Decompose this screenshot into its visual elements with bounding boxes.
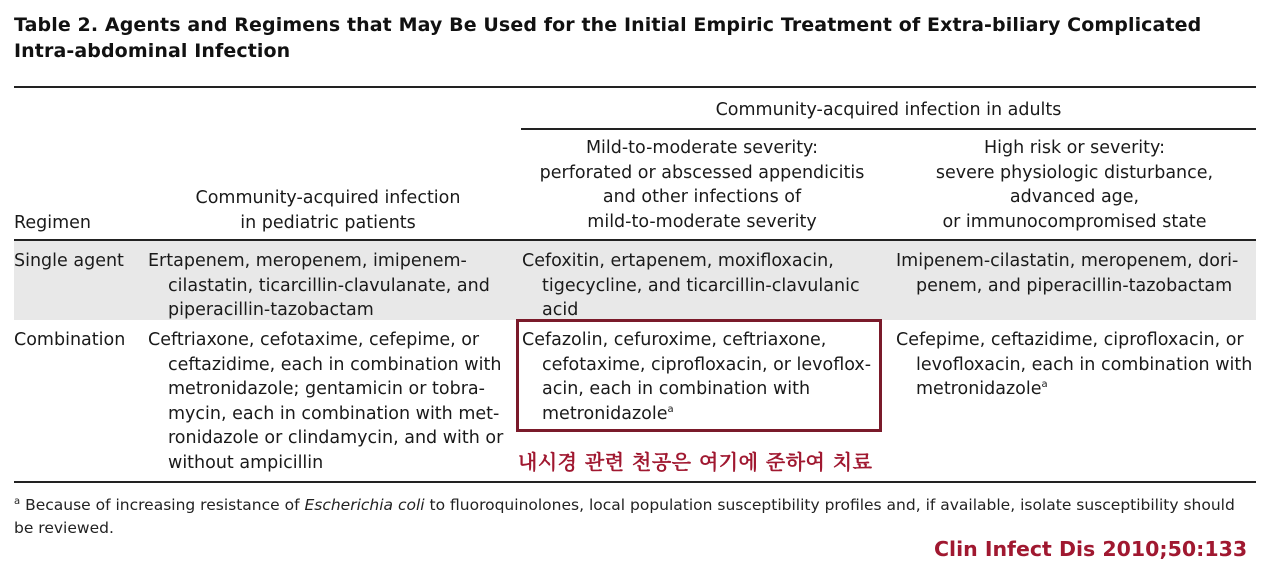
footnote-mark: a bbox=[14, 495, 21, 507]
korean-annotation: 내시경 관련 천공은 여기에 준하여 치료 bbox=[518, 450, 873, 474]
footnote-text-before: Because of increasing resistance of bbox=[25, 496, 305, 514]
header-mild-line: perforated or abscessed appendicitis bbox=[539, 162, 865, 183]
combination-high bbox=[896, 328, 1263, 402]
top-rule bbox=[14, 86, 1256, 88]
header-mild-line: mild-to-moderate severity bbox=[587, 211, 817, 232]
row-label-combination: Combination bbox=[14, 330, 126, 350]
header-pediatric-line: in pediatric patients bbox=[240, 212, 416, 233]
header-high-line: severe physiologic disturbance, bbox=[935, 162, 1214, 183]
footnote-marker: a bbox=[1041, 379, 1048, 391]
single-agent-mild: Cefoxitin, ertapenem, moxifloxacin, tigecycline, and ticarcillin-clavulanic acid bbox=[522, 251, 860, 320]
highlight-box bbox=[516, 319, 882, 432]
footnote-text-after: to fluoroquinolones, local population susceptibility profiles and, if available, isolate susceptibility should be reviewed. bbox=[14, 496, 1235, 537]
row-label-single-agent: Single agent bbox=[14, 251, 124, 271]
group-rule bbox=[521, 128, 1256, 130]
header-mild-line: Mild-to-moderate severity: bbox=[585, 138, 819, 158]
header-adults-group: Community-acquired infection in adults bbox=[715, 100, 1062, 120]
single-agent-high: Imipenem-cilastatin, meropenem, dori-penem, and piperacillin-tazobactam bbox=[896, 251, 1239, 296]
combination-pediatric: Ceftriaxone, cefotaxime, cefepime, or ceftazidime, each in combination with metronidazole; gentamicin or tobra-mycin, each in combination with met-ronidazole or clindamycin, and with or without ampicillin bbox=[148, 330, 504, 473]
header-mild-line: and other infections of bbox=[602, 187, 802, 207]
header-high-line: High risk or severity: bbox=[983, 138, 1166, 158]
bottom-rule bbox=[14, 481, 1256, 483]
footnote-marker: a bbox=[667, 403, 674, 415]
footnote-organism: Escherichia coli bbox=[304, 496, 425, 514]
combination-mild-text: Cefazolin, cefuroxime, ceftriaxone, cefotaxime, ciprofloxacin, or levoflox-acin, each in combination with metronidazole bbox=[522, 330, 872, 424]
combination-high-text: Cefepime, ceftazidime, ciprofloxacin, or levofloxacin, each in combination with metronidazole bbox=[896, 330, 1253, 399]
table-title: Table 2. Agents and Regimens that May Be Used for the Initial Empiric Treatment of Extra-biliary Complicated Intra-abdominal Infection bbox=[14, 14, 1202, 62]
header-high-line: or immunocompromised state bbox=[942, 211, 1207, 232]
header-high bbox=[893, 136, 1256, 234]
header-mild bbox=[521, 136, 883, 234]
header-pediatric bbox=[148, 186, 508, 235]
header-high-line: advanced age, bbox=[1009, 187, 1140, 207]
header-pediatric-line: Community-acquired infection bbox=[195, 188, 461, 208]
citation: Clin Infect Dis 2010;50:133 bbox=[934, 537, 1248, 561]
header-regimen: Regimen bbox=[14, 213, 92, 233]
single-agent-pediatric: Ertapenem, meropenem, imipenem-cilastatin, ticarcillin-clavulanate, and piperacillin-tazobactam bbox=[148, 251, 490, 320]
footnote bbox=[14, 494, 1259, 540]
